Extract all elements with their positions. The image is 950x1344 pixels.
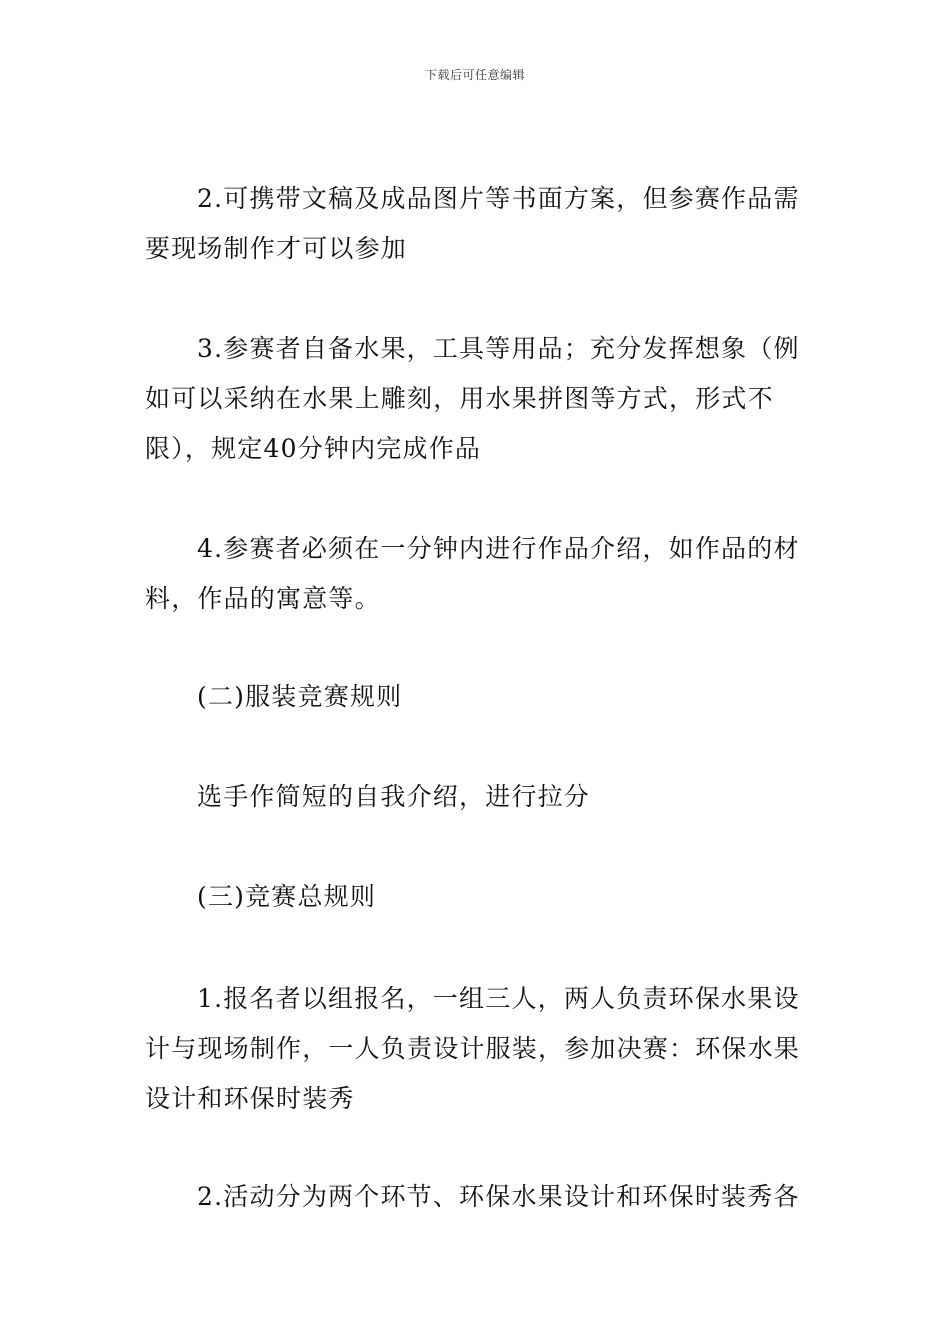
rule-3-line-2: 如可以采纳在水果上雕刻，用水果拼图等方式，形式不 <box>145 384 774 413</box>
section-heading-costume-rules: (二)服装竞赛规则 <box>197 682 403 711</box>
page-header-note: 下载后可任意编辑 <box>424 68 525 82</box>
costume-rule-text: 选手作简短的自我介绍，进行拉分 <box>197 782 591 811</box>
rule-4-line-1: 4.参赛者必须在一分钟内进行作品介绍，如作品的材 <box>197 534 800 563</box>
rule-2-line-1: 2.可携带文稿及成品图片等书面方案，但参赛作品需 <box>197 184 800 213</box>
rule-4-line-2: 料，作品的寓意等。 <box>145 584 381 613</box>
rule-3-line-3: 限），规定40分钟内完成作品 <box>145 434 482 463</box>
rule-3-line-1: 3.参赛者自备水果，工具等用品；充分发挥想象（例 <box>197 334 800 363</box>
rule-2-line-2: 要现场制作才可以参加 <box>145 234 408 263</box>
general-rule-1-line-1: 1.报名者以组报名，一组三人，两人负责环保水果设 <box>197 984 800 1013</box>
section-heading-general-rules: (三)竞赛总规则 <box>197 882 377 911</box>
general-rule-1-line-3: 设计和环保时装秀 <box>145 1084 355 1113</box>
general-rule-1-line-2: 计与现场制作，一人负责设计服装，参加决赛：环保水果 <box>145 1034 801 1063</box>
general-rule-2-line-1: 2.活动分为两个环节、环保水果设计和环保时装秀各 <box>197 1182 800 1211</box>
